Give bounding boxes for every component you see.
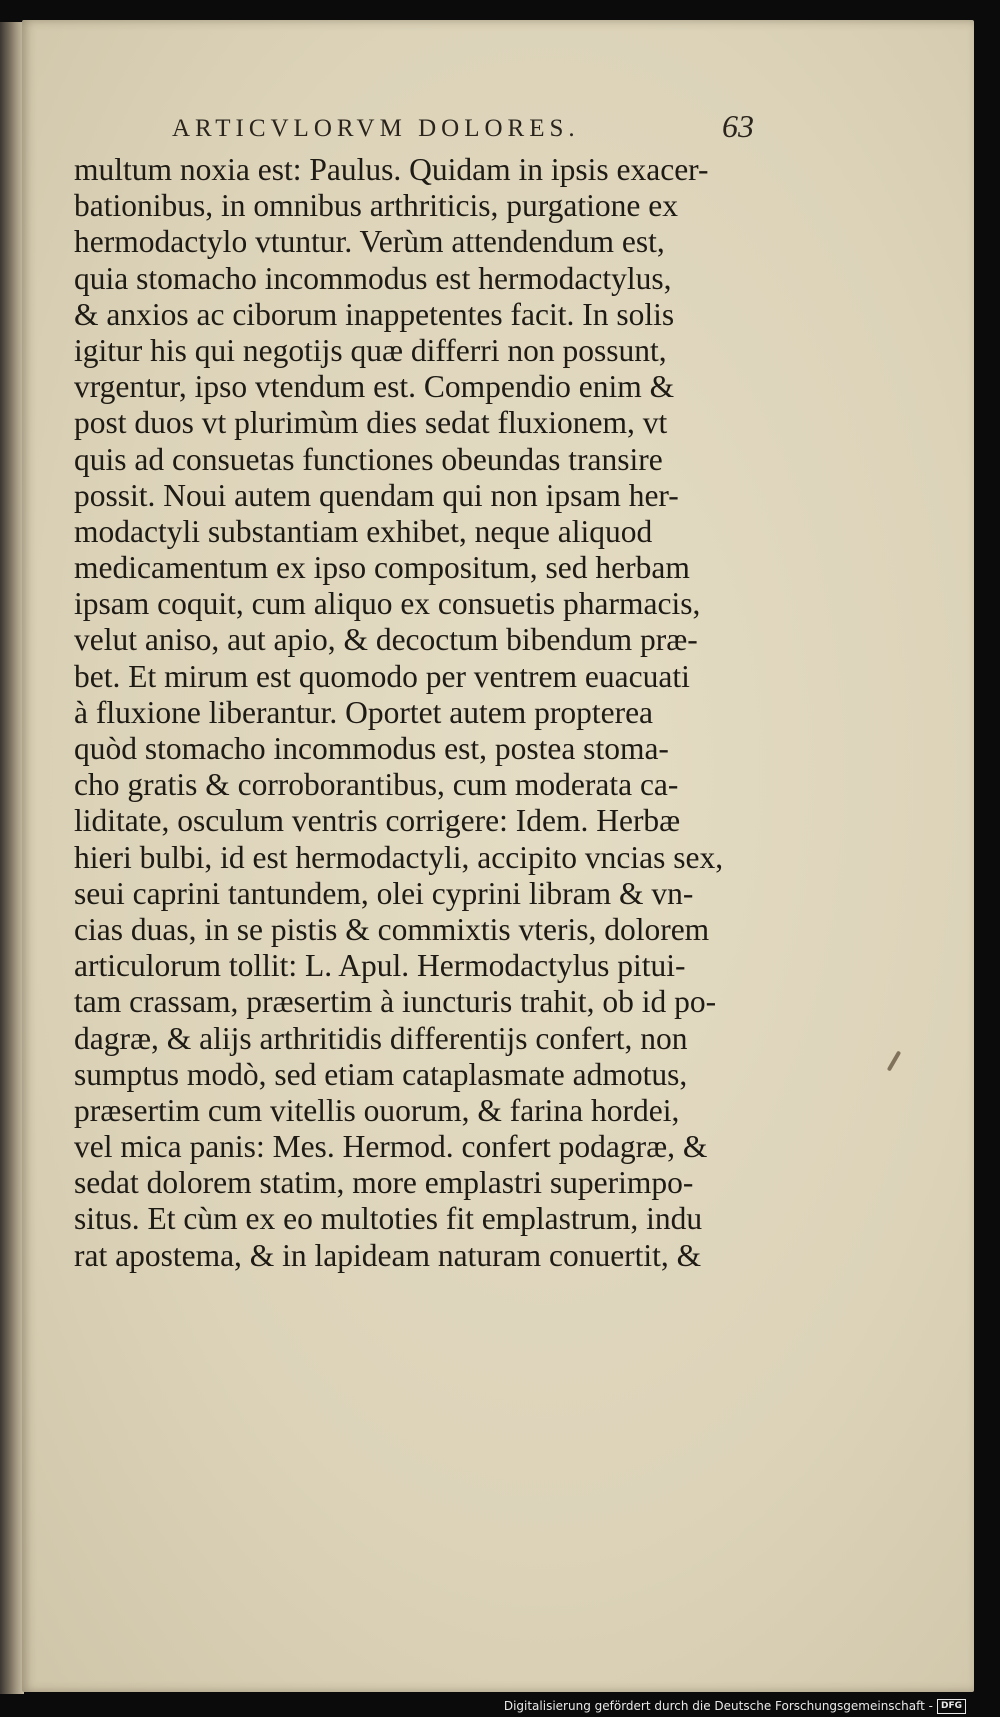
text-line: articulorum tollit: L. Apul. Hermodactylus pitui- bbox=[74, 948, 686, 984]
text-line: cho gratis & corroborantibus, cum moderata ca- bbox=[74, 767, 679, 803]
text-line: à fluxione liberantur. Oportet autem propterea bbox=[74, 694, 654, 730]
text-line: & anxios ac ciborum inappetentes facit. In solis bbox=[74, 296, 675, 332]
text-line: post duos vt plurimùm dies sedat fluxionem, vt bbox=[74, 405, 668, 441]
text-line: vel mica panis: Mes. Hermod. confert podagræ, & bbox=[74, 1129, 708, 1165]
text-line: seui caprini tantundem, olei cyprini libram & vn- bbox=[74, 875, 694, 911]
text-line: hieri bulbi, id est hermodactyli, accipito vncias sex, bbox=[74, 839, 724, 875]
page-spine-edge bbox=[0, 22, 24, 1694]
text-line: igitur his qui negotijs quæ differri non possunt, bbox=[74, 332, 667, 368]
text-line: vrgentur, ipso vtendum est. Compendio enim & bbox=[74, 369, 675, 405]
page-number: 63 bbox=[722, 108, 754, 144]
text-line: tam crassam, præsertim à iuncturis trahit, ob id po- bbox=[74, 984, 717, 1020]
text-line: ipsam coquit, cum aliquo ex consuetis pharmacis, bbox=[74, 586, 701, 622]
text-line: quis ad consuetas functiones obeundas transire bbox=[74, 441, 663, 477]
running-head: ARTICVLORVM DOLORES. bbox=[172, 115, 580, 142]
text-line: hermodactylo vtuntur. Verùm attendendum est, bbox=[74, 224, 665, 260]
text-line: rat apostema, & in lapideam naturam conuertit, & bbox=[74, 1237, 702, 1273]
text-line: velut aniso, aut apio, & decoctum bibendum præ- bbox=[74, 622, 698, 658]
text-line: bet. Et mirum est quomodo per ventrem euacuati bbox=[74, 658, 690, 694]
text-line: medicamentum ex ipso compositum, sed herbam bbox=[74, 550, 690, 586]
text-line: præsertim cum vitellis ouorum, & farina hordei, bbox=[74, 1092, 680, 1128]
text-line: modactyli substantiam exhibet, neque aliquod bbox=[74, 513, 653, 549]
text-line: sumptus modò, sed etiam cataplasmate admotus, bbox=[74, 1056, 688, 1092]
text-line: liditate, osculum ventris corrigere: Idem. Herbæ bbox=[74, 803, 681, 839]
body-text bbox=[74, 152, 774, 1274]
digitization-credit bbox=[504, 1697, 966, 1715]
text-line: multum noxia est: Paulus. Quidam in ipsis exacer- bbox=[74, 152, 709, 187]
text-line: bationibus, in omnibus arthriticis, purgatione ex bbox=[74, 188, 678, 224]
book-page bbox=[22, 20, 974, 1692]
margin-pen-mark bbox=[887, 1050, 901, 1071]
text-line: possit. Noui autem quendam qui non ipsam her- bbox=[74, 477, 679, 513]
text-line: dagræ, & alijs arthritidis differentijs confert, non bbox=[74, 1020, 688, 1056]
text-line: situs. Et cùm ex eo multoties fit emplastrum, indu bbox=[74, 1201, 703, 1237]
text-line: sedat dolorem statim, more emplastri superimpo- bbox=[74, 1165, 694, 1201]
text-line: cias duas, in se pistis & commixtis vteris, dolorem bbox=[74, 911, 710, 947]
text-line: quòd stomacho incommodus est, postea stoma- bbox=[74, 731, 669, 766]
credit-text: Digitalisierung gefördert durch die Deutsche Forschungsgemeinschaft - bbox=[503, 1699, 933, 1713]
dfg-logo: DFG bbox=[937, 1699, 966, 1714]
text-line: quia stomacho incommodus est hermodactylus, bbox=[74, 260, 672, 296]
